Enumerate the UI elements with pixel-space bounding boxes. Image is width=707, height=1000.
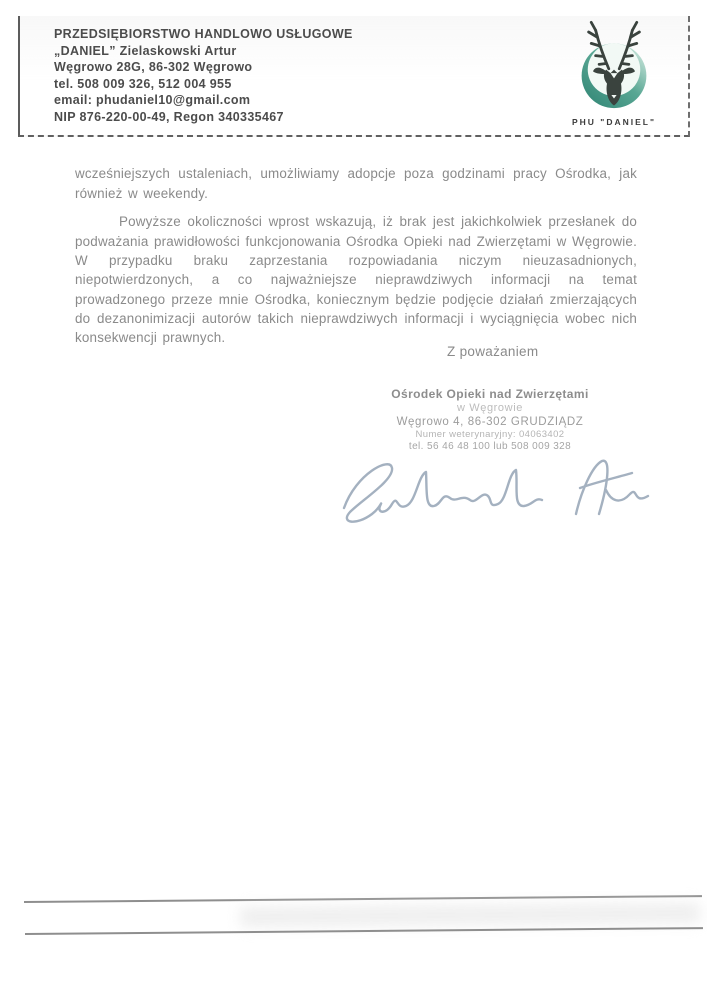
- stamp-phone: tel. 56 46 48 100 lub 508 009 328: [408, 441, 572, 452]
- stamp-org-place: w Węgrowie: [457, 402, 523, 414]
- office-stamp: [352, 387, 628, 452]
- company-email: email: phudaniel10@gmail.com: [54, 93, 251, 107]
- paragraph-1: wcześniejszych ustaleniach, umożliwiamy adopcje poza godzinami pracy Ośrodka, jak również w weekendy.: [75, 166, 637, 201]
- paragraph-2: Powyższe okoliczności wprost wskazują, iż brak jest jakichkolwiek przesłanek do podważania prawidłowości funkcjonowania Ośrodka Opieki nad Zwierzętami w Węgrowie. W przypadku braku zaprzestania rozpowiadania niczym nieuzasadnionych, niepotwierdzonych, a co najważniejsze nieprawdziwych informacji na temat prowadzonego przeze mnie Ośrodka, koniecznym będzie podjęcie działań zmierzających do dezanonimizacji autorów takich nieprawdziwych informacji i wyciągnięcia wobec nich konsekwencji prawnych.: [75, 214, 637, 346]
- stamp-vet-number: Numer weterynaryjny: 04063402: [415, 429, 565, 440]
- stamp-address: Węgrowo 4, 86-302 GRUDZIĄDZ: [396, 416, 584, 428]
- company-nip-regon: NIP 876-220-00-49, Regon 340335467: [54, 109, 284, 124]
- closing-phrase: Z poważaniem: [447, 344, 539, 359]
- company-info: [54, 26, 353, 125]
- letterhead-box: [18, 16, 690, 137]
- company-phone: tel. 508 009 326, 512 004 955: [54, 76, 232, 91]
- company-name: PRZEDSIĘBIORSTWO HANDLOWO USŁUGOWE: [54, 27, 353, 41]
- scan-artifact-line-bottom: [25, 927, 703, 935]
- company-address: Węgrowo 28G, 86-302 Węgrowo: [54, 60, 253, 74]
- scan-artifact-smudge: [240, 903, 700, 927]
- company-logo: [566, 18, 662, 130]
- logo-label: PHU "DANIEL": [571, 117, 656, 127]
- handwritten-signature: [330, 450, 660, 540]
- deer-logo-icon: [566, 18, 662, 116]
- stamp-org-name: Ośrodek Opieki nad Zwierzętami: [391, 387, 589, 401]
- company-owner: „DANIEL” Zielaskowski Artur: [54, 43, 237, 58]
- scan-artifact-line-top: [24, 895, 702, 903]
